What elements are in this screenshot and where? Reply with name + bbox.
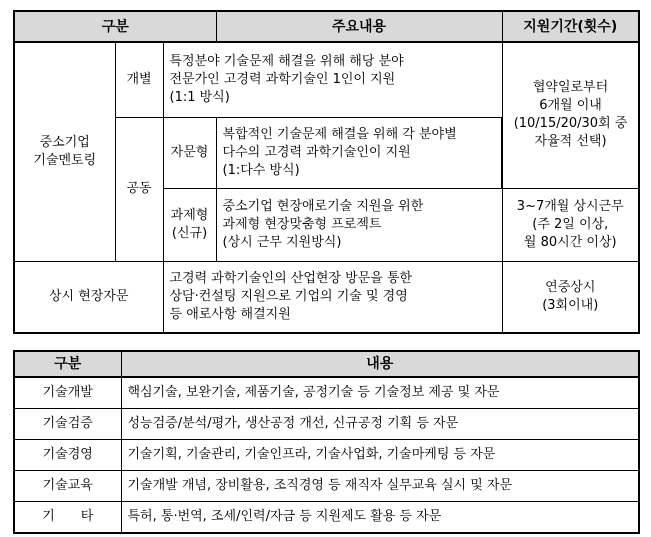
- row-content: 특허, 통·번역, 조세/인력/자금 등 지원제도 활용 등 자문: [121, 502, 639, 534]
- category-onsite-advisory: 상시 현장자문: [14, 261, 163, 333]
- content-project: 중소기업 현장애로기술 지원을 위한 과제형 현장맞춤형 프로젝트 (상시 근무 지원방식): [216, 188, 502, 261]
- row-content: 기술기획, 기술관리, 기술인프라, 기술사업화, 기술마케팅 등 자문: [121, 440, 639, 471]
- period-project: 3~7개월 상시근무 (주 2일 이상, 월 80시간 이상): [502, 188, 639, 261]
- period-onsite-advisory: 연중상시 (3회이내): [502, 261, 639, 333]
- table-row: [14, 502, 639, 534]
- header-content: 내용: [121, 351, 639, 377]
- row-category: 기술개발: [14, 377, 121, 409]
- table-row: [14, 409, 639, 440]
- period-individual-advisory: 협약일로부터 6개월 이내 (10/15/20/30회 중 자율적 선택): [502, 42, 639, 188]
- type-advisory: 자문형: [163, 117, 216, 188]
- row-category: 기 타: [14, 502, 121, 534]
- table-row: [14, 377, 639, 409]
- content-onsite-advisory: 고경력 과학기술인의 산업현장 방문을 통한 상담·컨설팅 지원으로 기업의 기술 및 경영 등 애로사항 해결지원: [163, 261, 502, 333]
- header-main-content: 주요내용: [216, 11, 502, 42]
- subcategory-individual: 개별: [115, 42, 163, 117]
- row-category: 기술검증: [14, 409, 121, 440]
- table-row: [14, 471, 639, 502]
- type-project: 과제형 (신규): [163, 188, 216, 261]
- row-content: 핵심기술, 보완기술, 제품기술, 공정기술 등 기술정보 제공 및 자문: [121, 377, 639, 409]
- header-category: 구분: [14, 11, 216, 42]
- category-tech-mentoring: 중소기업 기술멘토링: [14, 42, 115, 261]
- header-support-period: 지원기간(횟수): [502, 11, 639, 42]
- subcategory-joint: 공동: [115, 117, 163, 261]
- content-individual: 특정분야 기술문제 해결을 위해 해당 분야 전문가인 고경력 과학기술인 1인이 지원 (1:1 방식): [163, 42, 502, 117]
- table-row: [14, 440, 639, 471]
- row-content: 기술개발 개념, 장비활용, 조직경영 등 재직자 실무교육 실시 및 자문: [121, 471, 639, 502]
- support-areas-table: [13, 350, 640, 534]
- row-category: 기술교육: [14, 471, 121, 502]
- header-category: 구분: [14, 351, 121, 377]
- support-program-table: [13, 10, 640, 334]
- content-advisory: 복합적인 기술문제 해결을 위해 각 분야별 다수의 고경력 과학기술인이 지원 (1:다수 방식): [216, 117, 502, 188]
- row-category: 기술경영: [14, 440, 121, 471]
- row-content: 성능검증/분석/평가, 생산공정 개선, 신규공정 기획 등 자문: [121, 409, 639, 440]
